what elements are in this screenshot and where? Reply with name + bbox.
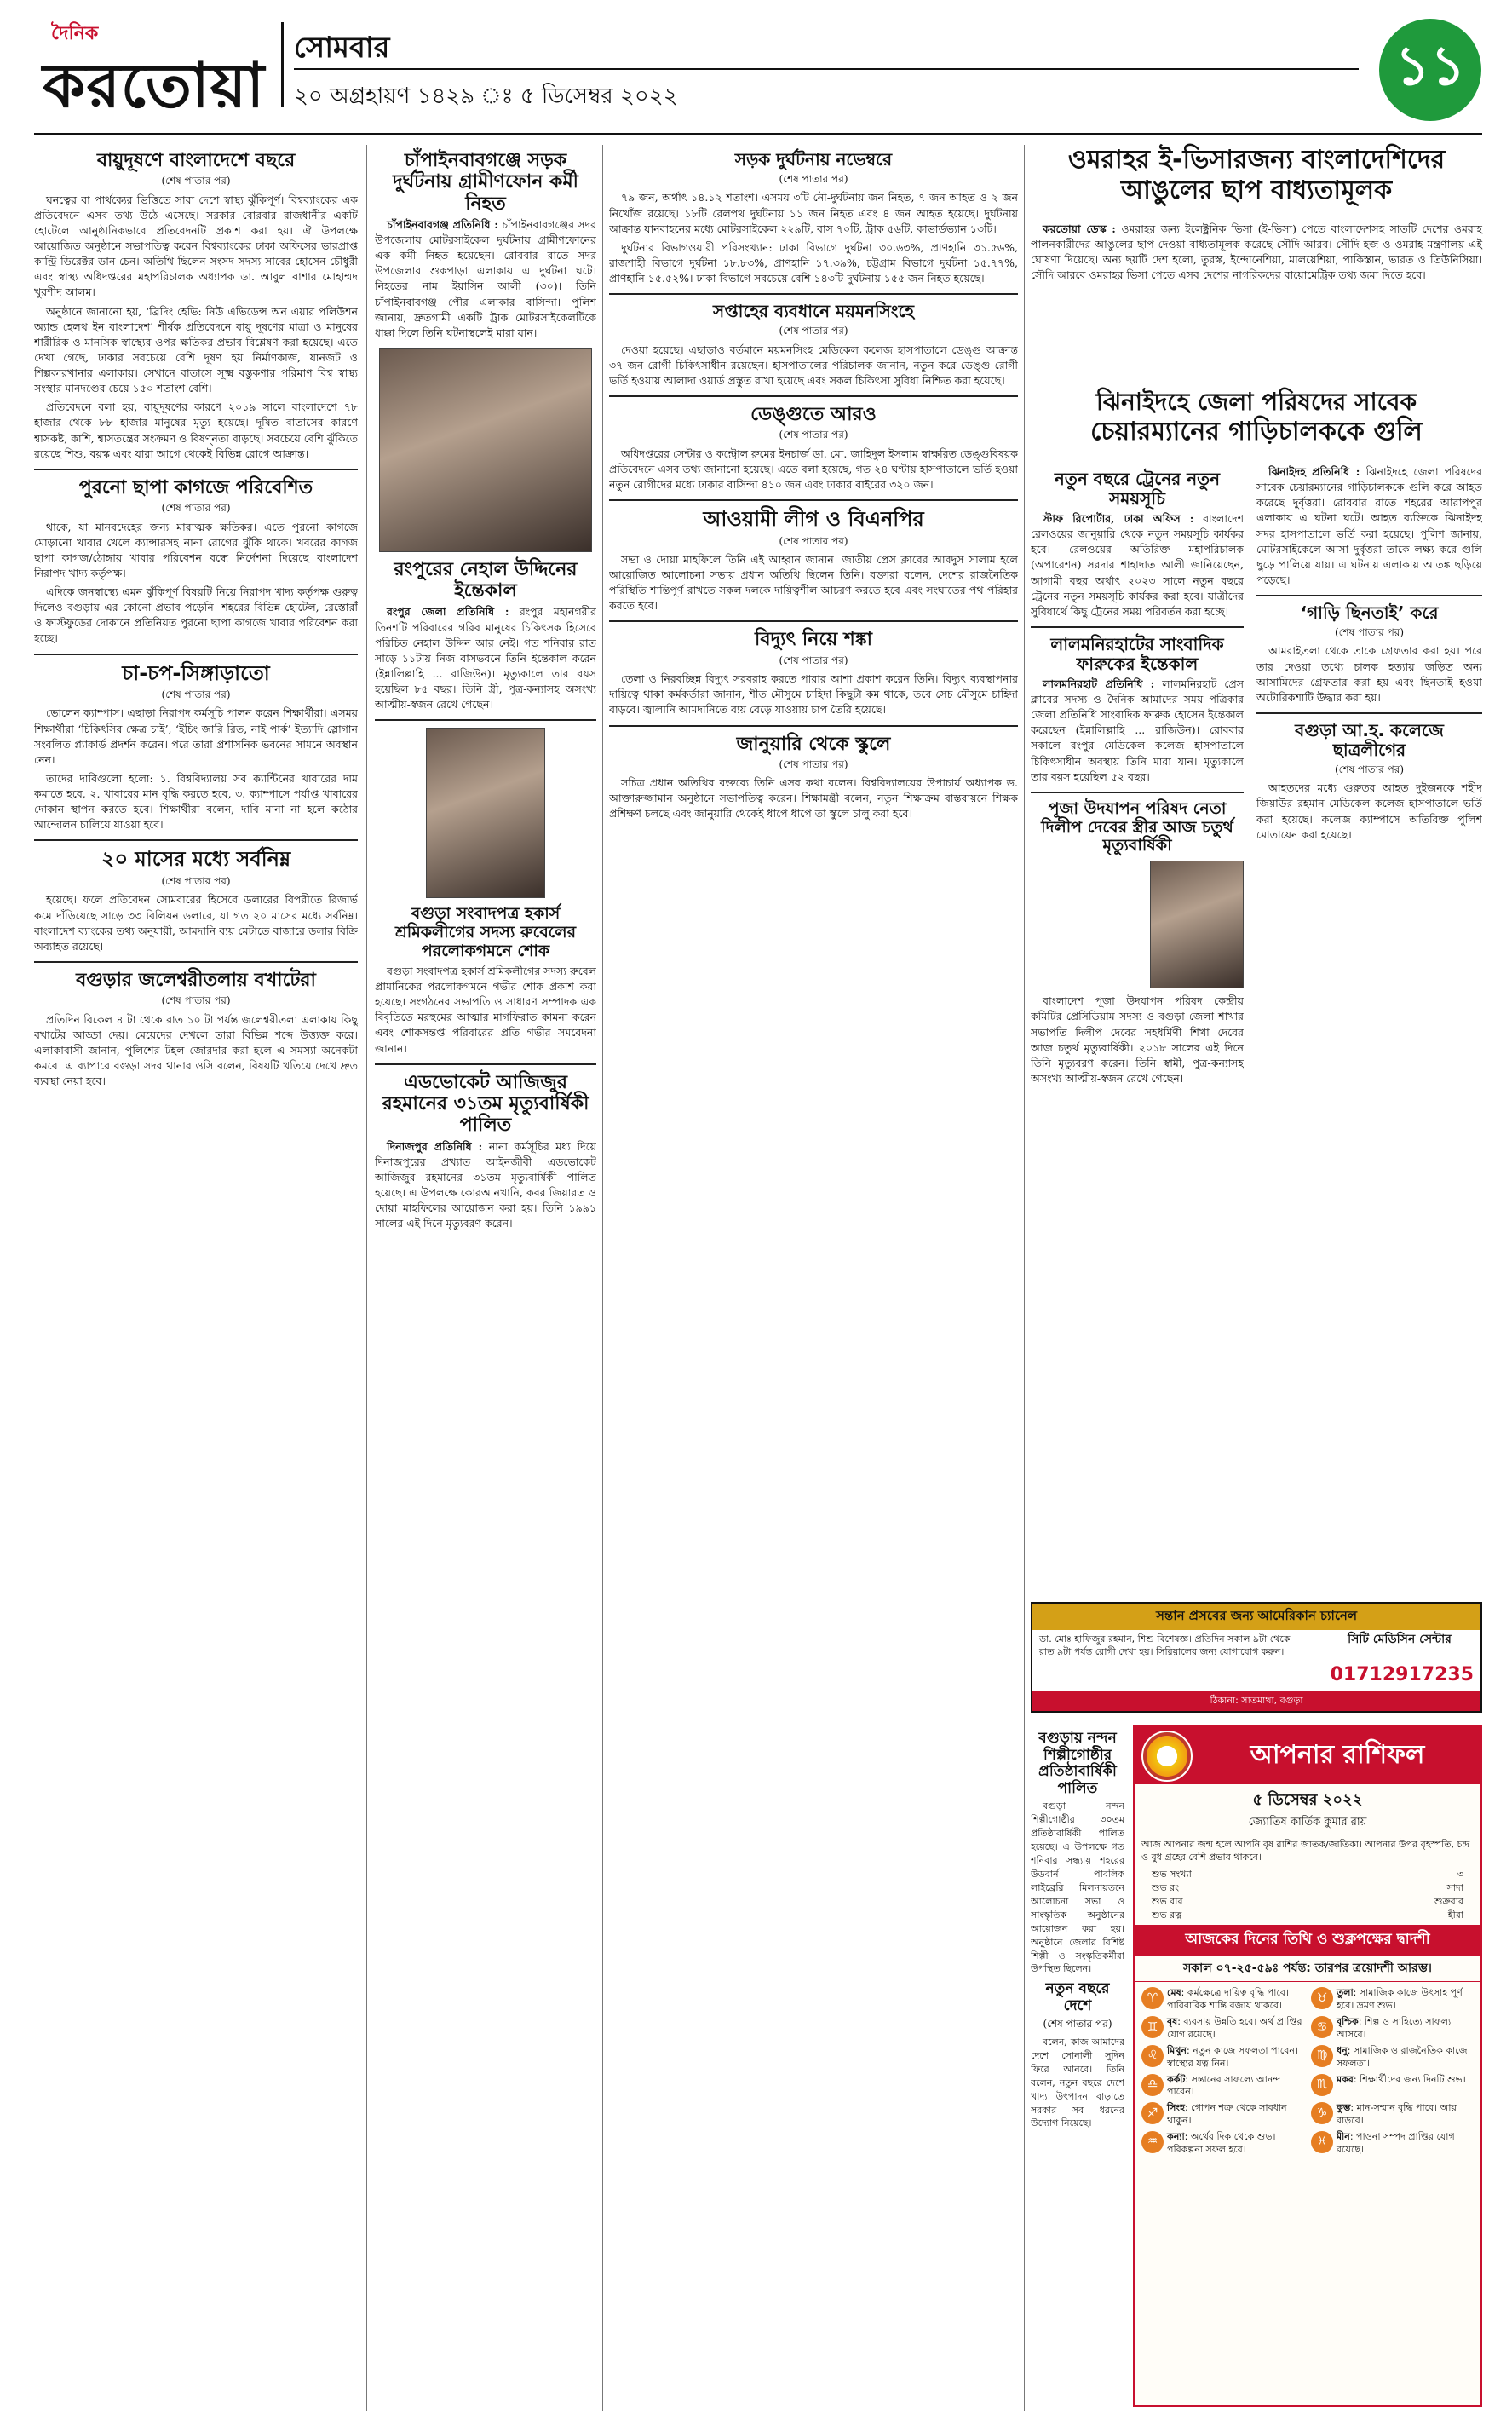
zodiac-icon: ♉ (1311, 1987, 1333, 2009)
headline: বগুড়ার জলেশ্বরীতলায় বখাটেরা (76, 969, 316, 991)
article-separator (609, 725, 1018, 727)
zodiac-name: মেষ (1167, 1987, 1181, 1999)
article-separator (375, 719, 596, 721)
ad-phone: 01712917235 (1330, 1664, 1474, 1685)
zodiac-icon: ♑ (1311, 2102, 1333, 2124)
article-body: তেলা ও নিরবচ্ছিন্ন বিদ্যুৎ সরবরাহ করতে পারার আশা প্রকাশ করেন তিনি। বিদ্যুৎ ব্যবস্থাপনার দায়িত্বে থাকা কর্মকর্তারা জানান, শীত মৌসুমে চাহিদা কিছুটা কম থাকে, তবে সেচ মৌসুমে চাহিদা বাড়বে। জ্বালানি আমদানিতে ব্যয় বেড়ে যাওয়ায় চাপ তৈরি হয়েছে। (609, 672, 1018, 717)
article-separator (34, 961, 358, 963)
article-body: লালমনিরহাট প্রেস ক্লাবের সদস্য ও দৈনিক আমাদের সময় পত্রিকার জেলা প্রতিনিধি সাংবাদিক ফারুক হোসেন ইন্তেকাল করেছেন (ইন্নালিল্লাহি ... রাজিউন)। রোববার সকালে রংপুর মেডিকেল কলেজ হাসপাতালে চিকিৎসাধীন অবস্থায় তিনি মারা যান। মৃত্যুকালে তার বয়স হয়েছিল ৫২ বছর। (1031, 677, 1244, 783)
masthead-rule (294, 68, 1359, 70)
zodiac-sign: ♉ তুলা: সামাজিক কাজে উৎসাহ পূর্ণ হবে। ভ্রমণ শুভ। (1311, 1987, 1474, 2013)
lucky-key: শুভ রত্ন (1152, 1909, 1182, 1921)
headline: সপ্তাহের ব্যবধানে ময়মনসিংহে (713, 301, 914, 322)
headline-line: ঝিনাইদহে জেলা পরিষদের সাবেক (1095, 388, 1417, 416)
horoscope-title-bar (1135, 1727, 1480, 1784)
byline: দিনাজপুর প্রতিনিধি : (387, 1139, 483, 1153)
zodiac-sign: ♓ মীন: পাওনা সম্পদ প্রাপ্তির যোগ রয়েছে। (1311, 2131, 1474, 2157)
lucky-key: শুভ সংখ্যা (1152, 1868, 1192, 1880)
column-5-lower (1031, 1725, 1124, 2407)
continuation-note: (শেষ পাতার পর) (779, 325, 848, 337)
zodiac-text: ব্যবসায় উন্নতি হবে। অর্থ প্রাপ্তির যোগ রয়েছে। (1167, 2016, 1302, 2040)
zodiac-sign: ♈ মেষ: কর্মক্ষেত্রে দায়িত্ব বৃদ্ধি পাবে। পারিবারিক শান্তি বজায় থাকবে। (1141, 1987, 1304, 2013)
zodiac-sign: ♒ কন্যা: অর্থের দিক থেকে শুভ। পরিকল্পনা সফল হবে। (1141, 2131, 1304, 2157)
headline-line: চেয়ারম্যানের গাড়িচালককে গুলি (1090, 416, 1423, 446)
lucky-row (1152, 1868, 1463, 1881)
omra-article (1031, 222, 1482, 287)
zodiac-icon: ♒ (1141, 2131, 1164, 2153)
headline: এডভোকেট আজিজুর রহমানের ৩১তম মৃত্যুবার্ষিকী পালিত (382, 1071, 589, 1137)
article-separator (609, 620, 1018, 622)
zodiac-name: ধনু (1337, 2044, 1348, 2056)
horoscope-intro: আজ আপনার জন্ম হলে আপনি বৃষ রাশির জাতক/জাতিকা। আপনার উপর বৃহস্পতি, চন্দ্র ও বুধ গ্রহের বেশি প্রভাব থাকবে। (1141, 1839, 1470, 1863)
column-3-4 (609, 145, 1018, 2411)
issue-date: ২০ অগ্রহায়ণ ১৪২৯ ঃ ৫ ডিসেম্বর ২০২২ (294, 84, 678, 109)
article-body: বগুড়া সংবাদপত্র হকার্স শ্রমিকলীগের সদস্য রুবেল প্রামানিকের পরলোকগমনে গভীর শোক প্রকাশ করা হয়েছে। সংগঠনের সভাপতি ও সাধারণ সম্পাদক এক বিবৃতিতে মরহুমের আত্মার মাগফিরাত কামনা করেন এবং শোকসন্তপ্ত পরিবারের প্রতি গভীর সমবেদনা জানান। (375, 964, 596, 1055)
headline: পূজা উদযাপন পরিষদ নেতা দিলীপ দেবের স্ত্রীর আজ চতুর্থ মৃত্যুবার্ষিকী (1041, 798, 1233, 855)
article-separator (34, 839, 358, 841)
lucky-row (1152, 1909, 1463, 1922)
zodiac-sign: ♋ বৃশ্চিক: শিল্প ও সাহিত্যে সাফল্য আসবে। (1311, 2016, 1474, 2042)
zodiac-icon: ♓ (1311, 2131, 1333, 2153)
article-body: দেওয়া হয়েছে। এছাড়াও বর্তমানে ময়মনসিংহ মেডিকেল কলেজ হাসপাতালে ডেঙ্গু আক্রান্ত ৩৭ জন রোগী চিকিৎসাধীন রয়েছেন। হাসপাতালের পরিচালক জানান, নতুন করে ডেঙ্গু রোগী ভর্তি হওয়ায় আলাদা ওয়ার্ড প্রস্তুত রাখা হয়েছে এবং সকল চিকিৎসা সুবিধা নিশ্চিত করা হয়েছে। (609, 343, 1018, 387)
logo-small: দৈনিক (51, 23, 99, 44)
article-separator (1256, 712, 1482, 714)
continuation-note: (শেষ পাতার পর) (161, 994, 231, 1007)
portrait-photo (426, 728, 545, 898)
zodiac-sign: ♎ কর্কট: সন্তানের সাফল্যে আনন্দ পাবেন। (1141, 2074, 1304, 2100)
zodiac-text: কর্মক্ষেত্রে দায়িত্ব বৃদ্ধি পাবে। পারিবারিক শান্তি বজায় থাকবে। (1167, 1987, 1289, 2012)
headline: লালমনিরহাটের সাংবাদিক ফারুকের ইন্তেকাল (1050, 633, 1224, 674)
byline: চাঁপাইনবাবগঞ্জ প্রতিনিধি : (387, 217, 498, 231)
lucky-row (1152, 1881, 1463, 1895)
newspaper-logo: করতোয়া (43, 49, 266, 121)
ad-text: ডা. মোঃ হাফিজুর রহমান, শিশু বিশেষজ্ঞ। প্রতিদিন সকাল ৯টা থেকে রাত ৯টা পর্যন্ত রোগী দেখা হয়। সিরিয়ালের জন্য যোগাযোগ করুন। (1039, 1633, 1291, 1657)
article-body: থাকে, যা মানবদেহের জন্য মারাত্মক ক্ষতিকর। এতে পুরনো কাগজে মোড়ানো খাবার খেলে ক্যান্সারসহ নানা রোগের ঝুঁকি থাকে। খবরের কাগজ ছাপা কাগজ/ঠোঙ্গায় খাবার পরিবেশন বন্ধে নির্দেশনা দিয়েছে বাংলাদেশ নিরাপদ খাদ্য কর্তৃপক্ষ। (34, 520, 358, 579)
headline: চা-চপ-সিঙ্গাড়াতো (122, 660, 270, 685)
zodiac-sign: ♏ মকর: শিক্ষার্থীদের জন্য দিনটি শুভ। (1311, 2074, 1474, 2100)
zodiac-sign: ♐ সিংহ: গোপন শত্রু থেকে সাবধান থাকুন। (1141, 2102, 1304, 2128)
zodiac-sign: ♍ ধনু: সামাজিক ও রাজনৈতিক কাজে সফলতা। (1311, 2045, 1474, 2071)
article-body: আমরাইতলা থেকে তাকে গ্রেফতার করা হয়। পরে তার দেওয়া তথ্যে চালক হত্যায় জড়িত অন্য আসামিদের গ্রেফতার করা হয় এবং ছিনতাই হওয়া অটোরিকশাটি উদ্ধার করা হয়। (1256, 644, 1482, 704)
article-body: প্রতিবেদনে বলা হয়, বায়ুদূষণের কারণে ২০১৯ সালে বাংলাদেশে ৭৮ হাজার থেকে ৮৮ হাজার মানুষের মৃত্যু হয়েছে। দূষিত বাতাসের কারণে শ্বাসকষ্ট, কাশি, শ্বাসতন্ত্রের সংক্রমণ ও বিষণ্নতা বাড়ছে। সবচেয়ে বেশি ঝুঁকিতে রয়েছে শিশু, বয়স্ক এবং যারা আগে থেকেই বিভিন্ন রোগে আক্রান্ত। (34, 400, 358, 460)
article-body: ৭৯ জন, অর্থাৎ ১৪.১২ শতাংশ। এসময় ৩টি নৌ-দুর্ঘটনায় জন নিহত, ৭ জন আহত ও ২ জন নিখোঁজ রয়েছে। ১৮টি রেলপথ দুর্ঘটনায় ১১ জন নিহত এবং ৪ জন আহত হয়েছে। দুর্ঘটনায় আক্রান্ত যানবাহনের মধ্যে মোটরসাইকেল ২২৯টি, বাস ৭০টি, ট্রাক ৫৬টি, কাভার্ডভ্যান ১৩টি। (609, 191, 1018, 235)
lucky-value: সাদা (1446, 1881, 1463, 1893)
zodiac-icon: ♐ (1141, 2102, 1164, 2124)
zodiac-icon: ♍ (1311, 2045, 1333, 2067)
headline: বগুড়া সংবাদপত্র হকার্স শ্রমিকলীগের সদস্য রুবেলের পরলোকগমনে শোক (394, 904, 577, 961)
headline: নতুন বছরে দেশে (1045, 1980, 1110, 2014)
column-6 (1256, 464, 1482, 1589)
ad-footer: ঠিকানা: সাতমাথা, বগুড়া (1032, 1691, 1480, 1711)
issue-day: সোমবার (294, 31, 390, 65)
masthead-divider (281, 22, 284, 107)
zodiac-sign: ♌ মিথুন: নতুন কাজে সফলতা পাবেন। স্বাস্থ্যের যত্ন নিন। (1141, 2045, 1304, 2071)
zodiac-icon: ♎ (1141, 2074, 1164, 2096)
zodiac-name: মকর (1337, 2073, 1354, 2085)
continuation-note: (শেষ পাতার পর) (161, 175, 231, 187)
horoscope-author: জ্যোতিষ কার্তিক কুমার রায় (1135, 1814, 1480, 1835)
article-body: হয়েছে। ফলে প্রতিবেদন সোমবারের হিসেবে ডলারের বিপরীতে রিজার্ভ কমে দাঁড়িয়েছে সাড়ে ৩৩ বিলিয়ন ডলারে, যা গত ২০ মাসের মধ্যে সর্বনিম্ন। বাংলাদেশ ব্যাংকের তথ্য অনুযায়ী, আমদানি ব্যয় মেটাতে বাজারে ডলার বিক্রি অব্যাহত রয়েছে। (34, 893, 358, 953)
ad-header: সন্তান প্রসবের জন্য আমেরিকান চ্যানেল (1032, 1604, 1480, 1630)
top-rule (34, 133, 1482, 135)
article-separator (34, 469, 358, 470)
portrait-photo (379, 348, 592, 552)
article-body: অনুষ্ঠানে জানানো হয়, ‘ব্রিদিং হেভি: নিউ এভিডেন্স অন এয়ার পলিউশন অ্যান্ড হেলথ ইন বাংলাদেশ’ শীর্ষক প্রতিবেদনে বায়ু দূষণের মাত্রা ও মানুষের শারীরিক ও মানসিক স্বাস্থ্যের ওপর ক্ষতিকর প্রভাব বিশ্লেষণ করা হয়েছে। এতে দেখা গেছে, ঢাকার সবচেয়ে বেশি দূষণ হয় নির্মাণকাজ, যানজট ও শিল্পকারখানার এলাকায়। সেখানে বাতাসে সূক্ষ্ম বস্তুকণার পরিমাণ বিশ্ব স্বাস্থ্য সংস্থার মানদণ্ডের চেয়ে ১৫০ শতাংশ বেশি। (34, 304, 358, 395)
article-body: নানা কর্মসূচির মধ্য দিয়ে দিনাজপুরের প্রখ্যাত আইনজীবী এডভোকেট আজিজুর রহমানের ৩১তম মৃত্যুবার্ষিকী পালিত হয়েছে। এ উপলক্ষে কোরআনখানি, কবর জিয়ারত ও দোয়া মাহফিলের আয়োজন করা হয়। তিনি ১৯৯১ সালের এই দিনে মৃত্যুবরণ করেন। (375, 1139, 596, 1230)
byline: করতোয়া ডেস্ক : (1043, 222, 1116, 235)
headline: ‘গাড়ি ছিনতাই’ করে (1300, 602, 1439, 623)
zodiac-name: কন্যা (1167, 2130, 1185, 2142)
article-body: সচিত্র প্রধান অতিথির বক্তব্যে তিনি এসব কথা বলেন। বিশ্ববিদ্যালয়ের উপাচার্য অধ্যাপক ড. আক্তারুজ্জামান অনুষ্ঠানে সভাপতিত্ব করেন। শিক্ষামন্ত্রী বলেন, নতুন শিক্ষাক্রম বাস্তবায়নে শিক্ষক প্রশিক্ষণ চলছে এবং জানুয়ারি থেকেই ধাপে ধাপে তা স্কুলে চালু করা হবে। (609, 776, 1018, 821)
zodiac-sign: ♑ কুম্ভ: মান-সম্মান বৃদ্ধি পাবে। আয় বাড়বে। (1311, 2102, 1474, 2128)
zodiac-wheel-icon (1141, 1731, 1193, 1782)
zodiac-name: বৃষ (1167, 2016, 1178, 2028)
column-rule (1024, 145, 1025, 2411)
zodiac-text: পাওনা সম্পদ প্রাপ্তির যোগ রয়েছে। (1337, 2130, 1455, 2155)
lucky-key: শুভ রং (1152, 1881, 1179, 1893)
article-body: ঘনত্বের বা পার্থক্যের ভিত্তিতে সারা দেশে স্বাস্থ্য ঝুঁকিপূর্ণ। বিশ্বব্যাংকের এক প্রতিবেদনে এসব তথ্য উঠে এসেছে। সরকার বোরবার রাজধানীর একটি হোটেলে আনুষ্ঠানিকভাবে প্রতিবেদনটি প্রকাশ করা হয়। ঐ উপলক্ষে আয়োজিত অনুষ্ঠানে সভাপতিত্ব করেন বিশ্বব্যাংকের ঢাকা অফিসের ভারপ্রাপ্ত কান্ট্রি ডিরেক্টর ডান চেন। অতিথি ছিলেন সংসদ সদস্য সাবের হোসেন চৌধুরী এবং স্বাস্থ্য অধিদপ্তরের মহাপরিচালক অধ্যাপক ডা. আবুল বাশার মোহাম্মদ খুরশীদ আলম। (34, 193, 358, 299)
zodiac-name: মিথুন (1167, 2044, 1187, 2056)
jhenaidah-headline (1031, 388, 1482, 447)
column-2 (375, 145, 596, 2411)
zodiac-icon: ♊ (1141, 2016, 1164, 2038)
horoscope-today: আজকের দিনের তিথি ও শুক্লপক্ষের দ্বাদশী (1135, 1925, 1480, 1956)
byline: লালমনিরহাট প্রতিনিধি : (1043, 677, 1155, 690)
byline: ঝিনাইদহ প্রতিনিধি : (1268, 465, 1360, 478)
zodiac-text: নতুন কাজে সফলতা পাবেন। স্বাস্থ্যের যত্ন নিন। (1167, 2044, 1298, 2069)
column-rule (602, 145, 603, 2411)
headline: বিদ্যুৎ নিয়ে শঙ্কা (755, 629, 872, 651)
zodiac-icon: ♋ (1311, 2016, 1333, 2038)
lucky-value: হীরা (1447, 1909, 1463, 1921)
zodiac-icon: ♈ (1141, 1987, 1164, 2009)
article-body: রংপুর মহানগরীর তিনশটি পরিবারের গরিব মানুষের চিকিৎসক হিসেবে পরিচিত নেহাল উদ্দিন আর নেই। গত শনিবার রাত সাড়ে ১১টায় নিজ বাসভবনে তিনি ইন্তেকাল করেন (ইন্নালিল্লাহি ... রাজিউন)। মৃত্যুকালে তার বয়স হয়েছিল ৮৫ বছর। তিনি স্ত্রী, পুত্র-কন্যাসহ অসংখ্য আত্মীয়-স্বজন রেখে গেছেন। (375, 605, 596, 711)
headline-line: আঙুলের ছাপ বাধ্যতামূলক (1120, 176, 1393, 205)
column-5 (1031, 464, 1244, 1589)
article-body: বলেন, কাজ আমাদের দেশে সোনালী সুদিন ফিরে আনবে। তিনি বলেন, নতুন বছরে দেশে খাদ্য উৎপাদন বাড়াতে সরকার সব ধরনের উদ্যোগ নিয়েছে। (1031, 2036, 1124, 2129)
article-body: ঝিনাইদহে জেলা পরিষদের সাবেক চেয়ারম্যানের গাড়িচালককে গুলি করে আহত করেছে দুর্বৃত্তরা। রোববার রাতে শহরের আরাপপুর এলাকায় এ ঘটনা ঘটে। আহত ব্যক্তিকে ঝিনাইদহ সদর হাসপাতালে ভর্তি করা হয়েছে। পুলিশ জানায়, মোটরসাইকেলে আসা দুর্বৃত্তরা তাকে লক্ষ্য করে গুলি ছুড়ে পালিয়ে যায়। এ ঘটনায় এলাকায় আতঙ্ক ছড়িয়ে পড়েছে। (1256, 465, 1482, 586)
advertisement (1031, 1602, 1482, 1713)
page-number: ১১ (1379, 19, 1481, 121)
article-body: এদিকে জনস্বাস্থ্যে এমন ঝুঁকিপূর্ণ বিষয়টি নিয়ে নিরাপদ খাদ্য কর্তৃপক্ষ গুরুত্ব দিলেও বগুড়ায় এর কোনো প্রভাব পড়েনি। শহরের বিভিন্ন হোটেল, রেস্তোরাঁ ও ফাস্টফুডের দোকানে প্রতিনিয়ত পুরনো ছাপা কাগজে খাবার পরিবেশন করা হচ্ছে। (34, 585, 358, 645)
zodiac-text: শিল্প ও সাহিত্যে সাফল্য আসবে। (1337, 2016, 1452, 2040)
continuation-note: (শেষ পাতার পর) (161, 502, 231, 515)
zodiac-text: সামাজিক ও রাজনৈতিক কাজে সফলতা। (1337, 2044, 1468, 2069)
portrait-photo (1150, 861, 1244, 988)
zodiac-icon: ♌ (1141, 2045, 1164, 2067)
headline: বগুড়ায় নন্দন শিল্পীগোষ্ঠীর প্রতিষ্ঠাবার্ষিকী পালিত (1038, 1730, 1117, 1797)
zodiac-name: তুলা (1337, 1987, 1354, 1999)
article-body: প্রতিদিন বিকেল ৪ টা থেকে রাত ১০ টা পর্যন্ত জলেশ্বরীতলা এলাকায় কিছু বখাটের আড্ডা দেয়। মেয়েদের দেখলে তারা বিভিন্ন শব্দে উত্ত্যক্ত করে। এলাকাবাসী জানান, পুলিশের টহল জোরদার করা হলে এ সমস্যা অনেকটা কমবে। এ ব্যাপারে বগুড়া সদর থানার ওসি বলেন, বিষয়টি খতিয়ে দেখে দ্রুত ব্যবস্থা নেয়া হবে। (34, 1012, 358, 1088)
continuation-note: (শেষ পাতার পর) (779, 429, 848, 441)
headline: জানুয়ারি থেকে স্কুলে (736, 733, 891, 755)
continuation-note: (শেষ পাতার পর) (1043, 2018, 1112, 2031)
headline-line: ওমরাহর ই-ভিসারজন্য বাংলাদেশিদের (1067, 145, 1446, 175)
zodiac-sign: ♊ বৃষ: ব্যবসায় উন্নতি হবে। অর্থ প্রাপ্তির যোগ রয়েছে। (1141, 2016, 1304, 2042)
article-separator (609, 499, 1018, 501)
omra-headline (1031, 145, 1482, 206)
zodiac-text: অর্থের দিক থেকে শুভ। পরিকল্পনা সফল হবে। (1167, 2130, 1276, 2155)
article-body: সভা ও দোয়া মাহফিলে তিনি এই আহ্বান জানান। জাতীয় প্রেস ক্লাবের আবদুস সালাম হলে আয়োজিত আলোচনা সভায় প্রধান অতিথি ছিলেন তিনি। বক্তারা বলেন, দেশের রাজনৈতিক পরিস্থিতি শান্তিপূর্ণ রাখতে সকল দলকে দায়িত্বশীল আচরণ করতে হবে এবং সংঘাতের পথ পরিহার করতে হবে। (609, 552, 1018, 613)
article-body: ভোলেন ক্যাম্পাস। এছাড়া নিরাপদ কর্মসূচি পালন করেন শিক্ষার্থীরা। এসময় শিক্ষার্থীরা ‘চিকিৎসির ক্ষেত্র চাই’, ‘ইচিং জারি রিত, নাই পার্ক’ ইত্যাদি স্লোগান সংবলিত প্ল্যাকার্ড প্রদর্শন করেন। পরে তারা প্রশাসনিক ভবনের সামনে অবস্থান নেন। (34, 706, 358, 766)
article-body: বাংলাদেশ পূজা উদযাপন পরিষদ কেন্দ্রীয় কমিটির প্রেসিডিয়াম সদস্য ও বগুড়া জেলা শাখার সভাপতি দিলীপ দেবের সহধর্মিণী শিখা দেবের আজ চতুর্থ মৃত্যুবার্ষিকী। ২০১৮ সালের এই দিনে তিনি মৃত্যুবরণ করেন। তিনি স্বামী, পুত্র-কন্যাসহ অসংখ্য আত্মীয়-স্বজন রেখে গেছেন। (1031, 994, 1244, 1085)
zodiac-text: সামাজিক কাজে উৎসাহ পূর্ণ হবে। ভ্রমণ শুভ। (1337, 1987, 1463, 2012)
column-rule (366, 145, 367, 2411)
zodiac-text: সন্তানের সাফল্যে আনন্দ পাবেন। (1167, 2073, 1281, 2098)
article-body: অধিদপ্তরের সেন্টার ও কন্ট্রোল রুমের ইনচার্জ ডা. মো. জাহিদুল ইসলাম স্বাক্ষরিত ডেঙ্গুবিষয়ক প্রতিবেদনে এসব তথ্য জানানো হয়েছে। এতে বলা হয়েছে, গত ২৪ ঘণ্টায় হাসপাতালে ভর্তি হওয়া নতুন রোগীদের মধ্যে ঢাকার বাসিন্দা ৪১০ জন এবং ঢাকার বাইরের ৩২০ জন। (609, 446, 1018, 491)
headline: ডেঙ্গুতে আরও (750, 403, 877, 425)
lucky-row (1152, 1895, 1463, 1909)
headline: বায়ুদূষণে বাংলাদেশে বছরে (96, 150, 296, 171)
continuation-note: (শেষ পাতার পর) (1334, 763, 1405, 775)
article-body: আহতদের মধ্যে গুরুতর আহত দুইজনকে শহীদ জিয়াউর রহমান মেডিকেল কলেজ হাসপাতালে ভর্তি করা হয়েছে। কলেজ ক্যাম্পাসে অতিরিক্ত পুলিশ মোতায়েন করা হয়েছে। (1256, 781, 1482, 841)
article-body: ওমরাহর জন্য ইলেক্ট্রনিক ভিসা (ই-ভিসা) পেতে বাংলাদেশসহ সাতটি দেশের ওমরাহ পালনকারীদের আঙুলের ছাপ দেওয়া বাধ্যতামূলক করেছে সৌদি আরব। সৌদি হজ ও ওমরাহ মন্ত্রণালয় এই ঘোষণা দিয়েছে। অন্য ছয়টি দেশ হলো, তুরস্ক, ইন্দোনেশিয়া, মালয়েশিয়া, পাকিস্তান, ভারত ও তিউনিসিয়া। সৌদি আরবে ওমরাহর ভিসা পেতে এসব দেশের নাগরিকদের বায়োমেট্রিক তথ্য জমা দিতে হবে। (1031, 222, 1482, 282)
article-separator (375, 1063, 596, 1065)
lucky-key: শুভ বার (1152, 1895, 1183, 1907)
horoscope-time: সকাল ০৭-২৫-৫৯ঃ পর্যন্ত: তারপর ত্রয়োদশী আরম্ভ। (1135, 1956, 1480, 1982)
article-body: বগুড়া নন্দন শিল্পীগোষ্ঠীর ৩০তম প্রতিষ্ঠাবার্ষিকী পালিত হয়েছে। এ উপলক্ষে গত শনিবার সন্ধ্যায় শহরের উডবার্ন পাবলিক লাইব্রেরি মিলনায়তনে আলোচনা সভা ও সাংস্কৃতিক অনুষ্ঠানের আয়োজন করা হয়। অনুষ্ঠানে জেলার বিশিষ্ট শিল্পী ও সংস্কৃতিকর্মীরা উপস্থিত ছিলেন। (1031, 1800, 1124, 1975)
zodiac-name: কর্কট (1167, 2073, 1186, 2085)
continuation-note: (শেষ পাতার পর) (161, 688, 231, 701)
zodiac-text: মান-সম্মান বৃদ্ধি পাবে। আয় বাড়বে। (1337, 2102, 1457, 2127)
article-body: দুর্ঘটনার বিভাগওয়ারী পরিসংখ্যান: ঢাকা বিভাগে দুর্ঘটনা ৩০.৬৩%, প্রাণহানি ৩১.৫৬%, রাজশাহী বিভাগে দুর্ঘটনা ১৮.৮৩%, প্রাণহানি ১৭.৩৯%, চট্টগ্রাম বিভাগে দুর্ঘটনা ১৫.৭৭%, প্রাণহানি ১৫.৫২%। ঢাকা বিভাগে সবচেয়ে বেশি ১৪৩টি দুর্ঘটনায় ১৫৫ জন নিহত হয়েছে। (609, 240, 1018, 285)
zodiac-name: কুম্ভ (1337, 2102, 1351, 2114)
lucky-value: শুক্রবার (1434, 1895, 1463, 1907)
article-separator (34, 654, 358, 655)
horoscope-lucky-table (1135, 1868, 1480, 1922)
column-1 (34, 145, 358, 2411)
zodiac-name: সিংহ (1167, 2102, 1185, 2114)
horoscope-box (1133, 1725, 1482, 2407)
continuation-note: (শেষ পাতার পর) (161, 875, 231, 888)
byline: রংপুর জেলা প্রতিনিধি : (387, 605, 509, 619)
lucky-value: ৩ (1457, 1868, 1463, 1880)
headline: চাঁপাইনবাবগঞ্জে সড়ক দুর্ঘটনায় গ্রামীণফোন কর্মী নিহত (393, 150, 578, 215)
headline: নতুন বছরে ট্রেনের নতুন সময়সূচি (1054, 469, 1221, 509)
headline: রংপুরের নেহাল উদ্দিনের ইন্তেকাল (394, 558, 578, 602)
zodiac-sign-grid (1135, 1982, 1480, 2161)
article-body: বাংলাদেশ রেলওয়ের জানুয়ারি থেকে নতুন সময়সূচি কার্যকর হবে। রেলওয়ের অতিরিক্ত মহাপরিচালক (অপারেশন) সরদার শাহাদাত আলী জানিয়েছেন, আগামী বছর অর্থাৎ ২০২৩ সালে নতুন বছরে ট্রেনের নতুন সময়সূচি কার্যকর করা হবে। যাত্রীদের সুবিধার্থে কিছু ট্রেনের সময় পরিবর্তন করা হচ্ছে। (1031, 512, 1244, 618)
article-separator (1031, 626, 1244, 628)
zodiac-text: শিক্ষার্থীদের জন্য দিনটি শুভ। (1360, 2073, 1466, 2085)
continuation-note: (শেষ পাতার পর) (779, 758, 848, 770)
continuation-note: (শেষ পাতার পর) (779, 654, 848, 666)
headline: সড়ক দুর্ঘটনায় নভেম্বরে (734, 149, 893, 170)
continuation-note: (শেষ পাতার পর) (1334, 626, 1405, 638)
zodiac-name: বৃশ্চিক (1337, 2016, 1359, 2028)
headline: বগুড়া আ.হ. কলেজে ছাত্রলীগের (1295, 719, 1444, 760)
headline: পুরনো ছাপা কাগজে পরিবেশিত (78, 476, 313, 498)
headline: ২০ মাসের মধ্যে সর্বনিম্ন (101, 847, 291, 872)
article-separator (609, 395, 1018, 397)
article-separator (1031, 792, 1244, 793)
zodiac-name: মীন (1337, 2130, 1350, 2142)
byline: স্টাফ রিপোর্টার, ঢাকা অফিস : (1043, 512, 1194, 525)
zodiac-text: গোপন শত্রু থেকে সাবধান থাকুন। (1167, 2102, 1287, 2127)
ad-title: সিটি মেডিসিন সেন্টার (1348, 1633, 1452, 1646)
article-separator (609, 293, 1018, 295)
horoscope-title: আপনার রাশিফল (1250, 1740, 1425, 1770)
horoscope-date: ৫ ডিসেম্বর ২০২২ (1252, 1791, 1363, 1809)
article-body: তাদের দাবিগুলো হলো: ১. বিশ্ববিদ্যালয় সব ক্যান্টিনের খাবারের দাম কমাতে হবে, ২. খাবারের মান বৃদ্ধি করতে হবে, ৩. ক্যাম্পাসে পর্যাপ্ত খাবারের দোকান স্থাপন করতে হবে। শিক্ষার্থীরা বলেন, দাবি মানা না হলে কঠোর আন্দোলন চালিয়ে যাওয়া হবে। (34, 771, 358, 832)
continuation-note: (শেষ পাতার পর) (779, 173, 848, 185)
zodiac-icon: ♏ (1311, 2074, 1333, 2096)
article-body: চাঁপাইনবাবগঞ্জের সদর উপজেলায় মোটরসাইকেল দুর্ঘটনায় গ্রামীণফোনের এক কর্মী নিহত হয়েছেন। রোববার রাতে সদর উপজেলার শুকপাড়া এলাকায় এ দুর্ঘটনা ঘটে। নিহতের নাম ইয়াসিন আলী (৩০)। তিনি চাঁপাইনবাবগঞ্জ পৌর এলাকার বাসিন্দা। পুলিশ জানায়, দ্রুতগামী একটি ট্রাক মোটরসাইকেলটিকে ধাক্কা দিলে তিনি ঘটনাস্থলেই মারা যান। (375, 217, 596, 339)
article-separator (1256, 595, 1482, 596)
continuation-note: (শেষ পাতার পর) (779, 534, 848, 547)
headline: আওয়ামী লীগ ও বিএনপির (703, 506, 924, 531)
